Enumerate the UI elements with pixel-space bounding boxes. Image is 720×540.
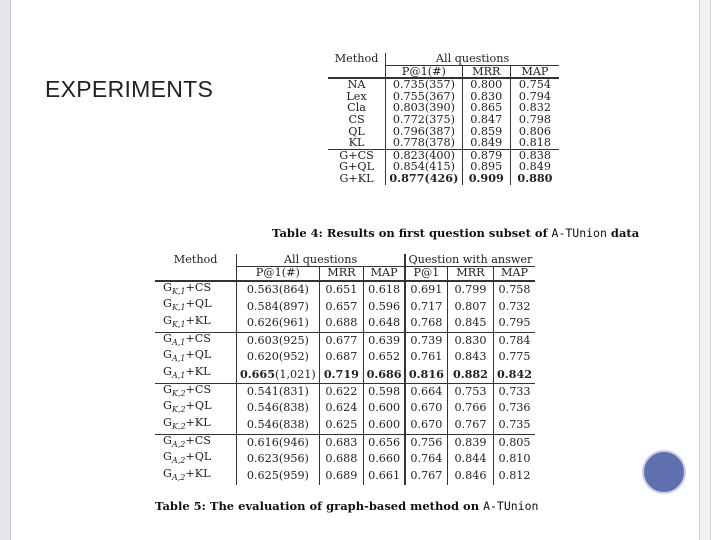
t5-p1-cell: 0.616(946) (237, 434, 319, 451)
t4-p1-cell: 0.823(400) (386, 149, 463, 161)
t4-method-cell: Lex (328, 91, 386, 103)
t5-method-cell (155, 315, 237, 332)
t4-caption-text: Table 4: Results on first question subset of (272, 226, 552, 240)
t5-method-suffix: +QL (185, 399, 212, 413)
t4-p1-cell: 0.735(357) (386, 78, 463, 91)
t4-mrr-cell: 0.909 (462, 173, 510, 185)
t5-method-suffix: +CS (185, 280, 212, 294)
t4-method-cell: QL (328, 126, 386, 138)
t5-p1-ans-cell: 0.768 (405, 315, 447, 332)
t5-p1-cell: 0.623(956) (237, 451, 319, 468)
t4-mrr-cell: 0.847 (462, 114, 510, 126)
t5-row (155, 468, 535, 485)
t5-mrr-cell: 0.624 (319, 400, 364, 417)
t4-row (328, 114, 559, 126)
t4-mrr-cell: 0.879 (462, 149, 510, 161)
t5-method-subscript: K,2 (171, 388, 186, 398)
t4-map-cell: 0.880 (517, 170, 553, 185)
t5-map-ans-cell: 0.812 (498, 468, 531, 482)
t5-map-ans-header: MAP (494, 267, 535, 281)
t5-method-cell (155, 366, 237, 383)
t5-method-cell (155, 468, 237, 485)
t4-mrr-cell: 0.895 (462, 161, 510, 173)
t5-method-subscript: A,1 (171, 337, 186, 347)
t5-map-cell: 0.656 (364, 434, 405, 451)
t5-method-cell (155, 400, 237, 417)
t5-map-cell: 0.618 (364, 281, 405, 299)
t5-mrr-ans-cell: 0.830 (447, 332, 493, 349)
t4-map-cell: 0.832 (518, 101, 551, 115)
t5-method-header: Method (155, 254, 237, 281)
t5-method-subscript: K,2 (171, 422, 186, 432)
decorative-circle (642, 450, 686, 494)
t5-method-suffix: +KL (185, 365, 211, 379)
t5-method-g: G (163, 466, 172, 480)
t5-method-g: G (163, 331, 172, 345)
t5-map-cell: 0.600 (364, 417, 405, 434)
t4-p1-cell: 0.755(367) (386, 91, 463, 103)
t5-mrr-ans-cell: 0.839 (447, 434, 493, 451)
t5-method-suffix: +CS (185, 433, 211, 447)
t4-p1-cell: 0.778(378) (386, 137, 463, 149)
t5-p1-count-part: (1,021) (275, 367, 316, 381)
t4-p1-cell: 0.854(415) (386, 161, 463, 173)
t4-map-cell: 0.806 (518, 124, 551, 138)
results-table-5 (155, 254, 535, 485)
t5-mrr-cell: 0.687 (319, 349, 364, 366)
t5-map-cell: 0.600 (364, 400, 405, 417)
t5-row (155, 349, 535, 366)
t4-method-cell: G+CS (328, 149, 386, 161)
t5-mrr-cell: 0.657 (319, 298, 364, 315)
t5-mrr-ans-header: MRR (447, 267, 493, 281)
t5-row (155, 315, 535, 332)
t5-method-cell (155, 383, 237, 400)
t5-p1-cell: 0.603(925) (237, 332, 319, 349)
t5-p1-ans-cell: 0.717 (405, 298, 447, 315)
t5-mrr-cell: 0.689 (319, 468, 364, 485)
table-4-caption (272, 226, 639, 240)
t5-row (155, 281, 535, 299)
t5-method-subscript: K,1 (171, 303, 186, 313)
t5-method-cell (155, 417, 237, 434)
t5-method-suffix: +QL (185, 450, 212, 464)
t5-method-suffix: +KL (185, 415, 211, 429)
t4-map-cell: 0.798 (518, 112, 551, 126)
t4-p1-cell: 0.803(390) (386, 102, 463, 114)
t5-method-g: G (163, 314, 172, 328)
t5-mrr-ans-cell: 0.799 (447, 281, 493, 299)
t5-method-g: G (163, 365, 172, 379)
t5-map-ans-cell: 0.733 (494, 383, 535, 400)
t5-method-subscript: K,2 (171, 405, 186, 415)
t4-mrr-cell: 0.859 (462, 126, 510, 138)
t5-mrr-ans-cell: 0.844 (447, 451, 493, 468)
t5-method-g: G (163, 415, 172, 429)
t5-row (155, 451, 535, 468)
t5-p1-bold-part: 0.665 (239, 366, 276, 381)
t5-method-suffix: +CS (185, 382, 212, 396)
left-frame-bar (0, 0, 11, 540)
t5-p1-ans-cell: 0.756 (405, 434, 447, 451)
t5-mrr-header: MRR (319, 267, 364, 281)
t5-method-cell (155, 451, 237, 468)
t5-p1-ans-cell: 0.670 (405, 400, 447, 417)
t5-map-ans-cell: 0.805 (494, 434, 535, 451)
t5-method-cell (155, 349, 237, 366)
t4-method-cell: G+KL (328, 173, 386, 185)
t4-caption-code: A-TUnion (551, 226, 607, 240)
t4-method-cell: NA (328, 78, 386, 91)
t4-mrr-header: MRR (462, 65, 510, 78)
t5-p1-ans-cell: 0.767 (405, 468, 447, 485)
t5-map-ans-cell: 0.758 (494, 281, 535, 299)
t5-method-cell (155, 332, 237, 349)
t5-p1-cell: 0.626(961) (237, 315, 319, 332)
t4-row (328, 137, 559, 149)
t4-p1-cell: 0.877(426) (386, 173, 463, 185)
t5-map-ans-cell: 0.775 (498, 350, 531, 364)
t5-map-cell: 0.648 (364, 315, 405, 332)
t4-body (328, 78, 559, 184)
t5-method-g: G (163, 433, 172, 447)
slide-title: EXPERIMENTS (45, 76, 214, 102)
t5-mrr-ans-cell: 0.766 (447, 400, 493, 417)
t5-map-cell: 0.639 (364, 332, 405, 349)
t5-map-ans-cell: 0.842 (497, 367, 533, 382)
t5-map-ans-cell: 0.735 (498, 418, 531, 432)
t4-method-cell: Cla (328, 102, 386, 114)
right-frame-bar (699, 0, 711, 540)
t5-method-g: G (163, 450, 172, 464)
t5-p1-cell: 0.541(831) (237, 383, 319, 400)
t4-map-cell: 0.794 (518, 89, 551, 103)
t5-map-ans-cell: 0.784 (494, 332, 535, 349)
t5-caption-text: Table 5: The evaluation of graph-based method on (155, 499, 484, 513)
results-table-4 (328, 53, 559, 185)
t5-p1-ans-cell: 0.691 (405, 281, 447, 299)
t5-mrr-ans-cell: 0.807 (447, 298, 493, 315)
t5-method-g: G (163, 382, 172, 396)
t4-p1-cell: 0.772(375) (386, 114, 463, 126)
t5-p1-ans-cell: 0.764 (405, 451, 447, 468)
t5-method-g: G (163, 297, 172, 311)
t5-body (155, 281, 535, 485)
t4-mrr-cell: 0.849 (462, 137, 510, 149)
t5-row (155, 417, 535, 434)
t4-p1-cell: 0.796(387) (386, 126, 463, 138)
t4-method-cell: KL (328, 137, 386, 149)
t5-method-suffix: +KL (185, 466, 211, 480)
t5-p1-cell (237, 366, 319, 383)
t5-p1-ans-cell: 0.739 (405, 332, 447, 349)
t5-map-header: MAP (364, 267, 405, 281)
t5-row (155, 383, 535, 400)
t5-mrr-cell: 0.688 (319, 451, 364, 468)
t5-p1-ans-cell: 0.664 (405, 383, 447, 400)
t4-map-header: MAP (510, 65, 559, 78)
t4-mrr-cell: 0.865 (462, 102, 510, 114)
t5-method-subscript: A,1 (171, 354, 186, 364)
t4-row (328, 78, 559, 91)
t5-mrr-cell: 0.688 (319, 315, 364, 332)
t5-mrr-cell: 0.683 (319, 434, 364, 451)
t5-map-ans-cell: 0.732 (498, 299, 531, 313)
t5-map-cell: 0.661 (364, 468, 405, 485)
t5-mrr-ans-cell: 0.767 (447, 417, 493, 434)
t5-method-g: G (163, 399, 172, 413)
t4-caption-suffix: data (606, 226, 640, 240)
t4-mrr-cell: 0.830 (462, 91, 510, 103)
t5-method-g: G (163, 348, 172, 362)
t5-mrr-cell: 0.625 (319, 417, 364, 434)
t5-mrr-ans-cell: 0.843 (447, 349, 493, 366)
t5-method-cell (155, 298, 237, 315)
t5-group2-header: Question with answer (408, 253, 533, 266)
t5-method-suffix: +KL (185, 314, 211, 328)
t5-map-ans-cell: 0.736 (498, 401, 531, 415)
t4-map-cell: 0.838 (510, 149, 559, 161)
t4-map-cell: 0.754 (510, 78, 559, 91)
t5-map-cell: 0.598 (364, 383, 405, 400)
t4-method-cell: CS (328, 114, 386, 126)
t5-map-cell: 0.660 (364, 451, 405, 468)
t4-p1-header: P@1(#) (386, 65, 463, 78)
t5-mrr-ans-cell: 0.753 (447, 383, 493, 400)
t5-mrr-cell: 0.622 (319, 383, 364, 400)
t5-p1-cell: 0.563(864) (237, 281, 319, 299)
t5-row (155, 298, 535, 315)
t5-method-suffix: +QL (185, 297, 212, 311)
t4-method-header: Method (328, 53, 386, 78)
t5-p1-cell: 0.546(838) (237, 400, 319, 417)
t5-method-subscript: A,2 (171, 439, 186, 449)
t4-row (328, 173, 559, 185)
t5-row (155, 434, 535, 451)
t5-p1-cell: 0.625(959) (237, 468, 319, 485)
t5-mrr-ans-cell: 0.846 (447, 468, 493, 485)
t5-mrr-cell: 0.677 (319, 332, 364, 349)
t5-method-subscript: A,2 (171, 473, 186, 483)
t4-group-header: All questions (435, 52, 510, 65)
t5-p1-ans-cell: 0.761 (405, 349, 447, 366)
t5-method-g: G (163, 280, 172, 294)
t5-p1-cell: 0.546(838) (237, 417, 319, 434)
t4-method-cell: G+QL (328, 161, 386, 173)
t5-map-ans-cell: 0.810 (498, 452, 531, 466)
t5-method-cell (155, 434, 237, 451)
t5-map-cell: 0.652 (364, 349, 405, 366)
t5-p1-ans-header: P@1 (405, 267, 447, 281)
t5-mrr-cell: 0.651 (319, 281, 364, 299)
t5-method-suffix: +CS (185, 331, 211, 345)
t4-mrr-cell: 0.800 (462, 78, 510, 91)
t5-p1-ans-cell: 0.670 (405, 417, 447, 434)
t4-map-cell: 0.818 (518, 136, 551, 150)
t5-map-cell: 0.596 (364, 298, 405, 315)
t5-map-ans-cell: 0.795 (498, 316, 531, 330)
t5-mrr-ans-cell: 0.882 (447, 366, 493, 383)
t5-p1-cell: 0.584(897) (237, 298, 319, 315)
t5-row (155, 400, 535, 417)
t5-method-cell (155, 281, 237, 299)
t5-p1-all-header: P@1(#) (237, 267, 319, 281)
t5-method-subscript: K,1 (171, 320, 186, 330)
t5-map-cell: 0.686 (364, 366, 405, 383)
t5-group1-header: All questions (237, 254, 405, 267)
t5-row (155, 332, 535, 349)
t5-p1-ans-cell: 0.816 (405, 366, 447, 383)
t5-mrr-cell: 0.719 (319, 366, 364, 383)
t5-method-subscript: A,2 (171, 456, 186, 466)
t5-row (155, 366, 535, 383)
t5-caption-code: A-TUnion (483, 499, 539, 513)
t5-mrr-ans-cell: 0.845 (447, 315, 493, 332)
t5-p1-cell: 0.620(952) (237, 349, 319, 366)
t5-method-subscript: A,1 (171, 371, 186, 381)
t5-method-subscript: K,1 (171, 287, 186, 297)
table-5-caption (155, 499, 538, 513)
t4-map-cell: 0.849 (518, 160, 551, 174)
t5-method-suffix: +QL (185, 348, 212, 362)
